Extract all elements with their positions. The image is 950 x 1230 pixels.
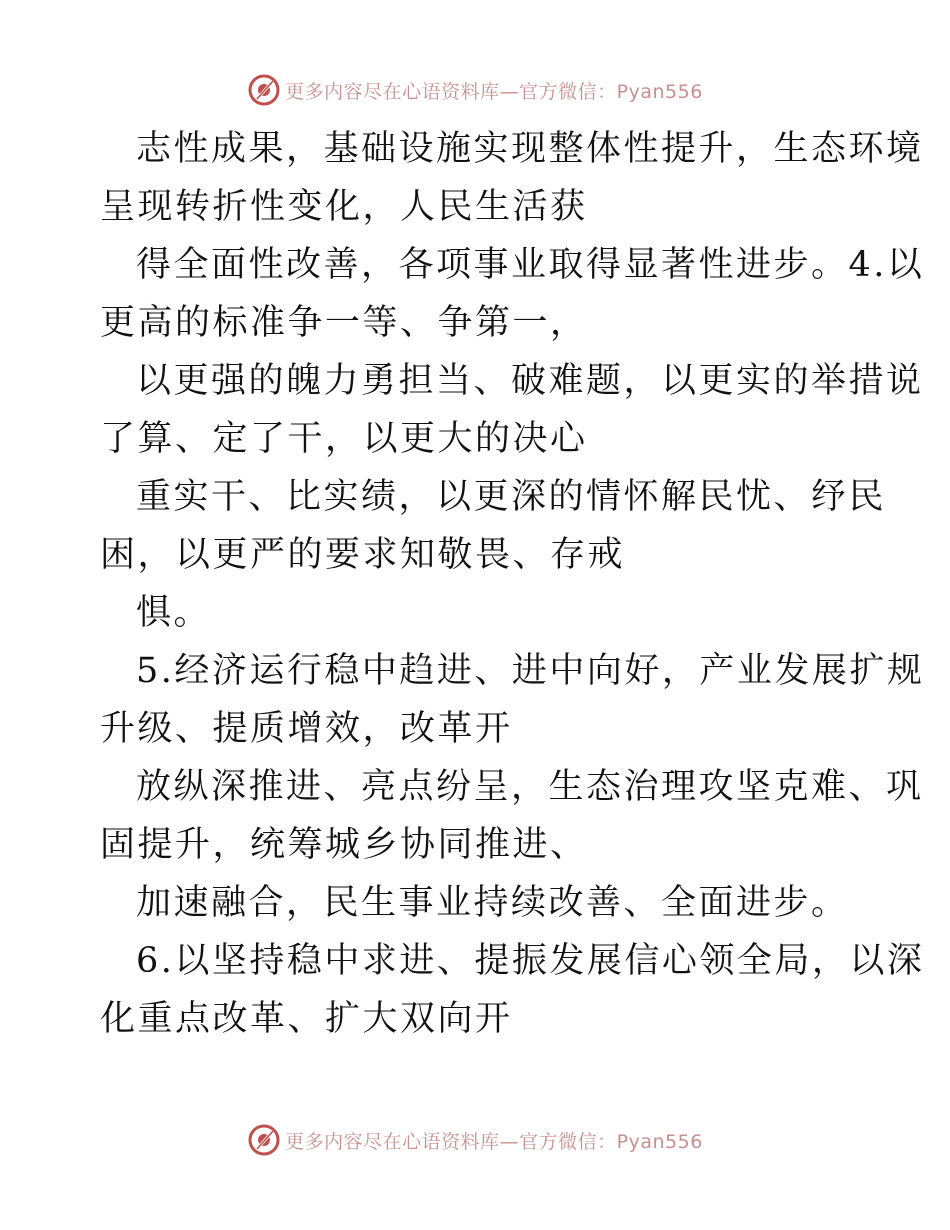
text-line: 重实干、比实绩，以更深的情怀解民忧、纾民 [136,477,887,517]
header-banner-text: 更多内容尽在心语资料库—官方微信：Pyan556 [285,80,703,103]
text-line: 加速融合，民生事业持续改善、全面进步。 [136,883,849,923]
text-line: 惧。 [136,593,212,633]
text-line: 升级、提质增效，改革开 [100,709,513,749]
brand-logo-icon [247,1123,281,1157]
text-line: 化重点改革、扩大双向开 [100,999,513,1039]
footer-watermark [0,1120,950,1160]
text-line: 更高的标准争一等、争第一， [100,303,588,343]
text-line: 得全面性改善，各项事业取得显著性进步。4.以 [136,245,925,285]
header-watermark [0,70,950,110]
text-line: 5.经济运行稳中趋进、进中向好，产业发展扩规 [136,651,925,691]
brand-logo-icon [247,73,281,107]
text-line: 6.以坚持稳中求进、提振发展信心领全局，以深 [136,941,925,981]
text-line: 志性成果，基础设施实现整体性提升，生态环境 [136,129,924,169]
text-line: 以更强的魄力勇担当、破难题，以更实的举措说 [136,361,924,401]
footer-banner-text: 更多内容尽在心语资料库—官方微信：Pyan556 [285,1130,703,1153]
document-body [100,120,925,1048]
text-line: 呈现转折性变化，人民生活获 [100,187,588,227]
text-line: 放纵深推进、亮点纷呈，生态治理攻坚克难、巩 [136,767,924,807]
text-line: 固提升，统筹城乡协同推进、 [100,825,588,865]
text-line: 了算、定了干，以更大的决心 [100,419,588,459]
text-line: 困，以更严的要求知敬畏、存戒 [100,535,626,575]
